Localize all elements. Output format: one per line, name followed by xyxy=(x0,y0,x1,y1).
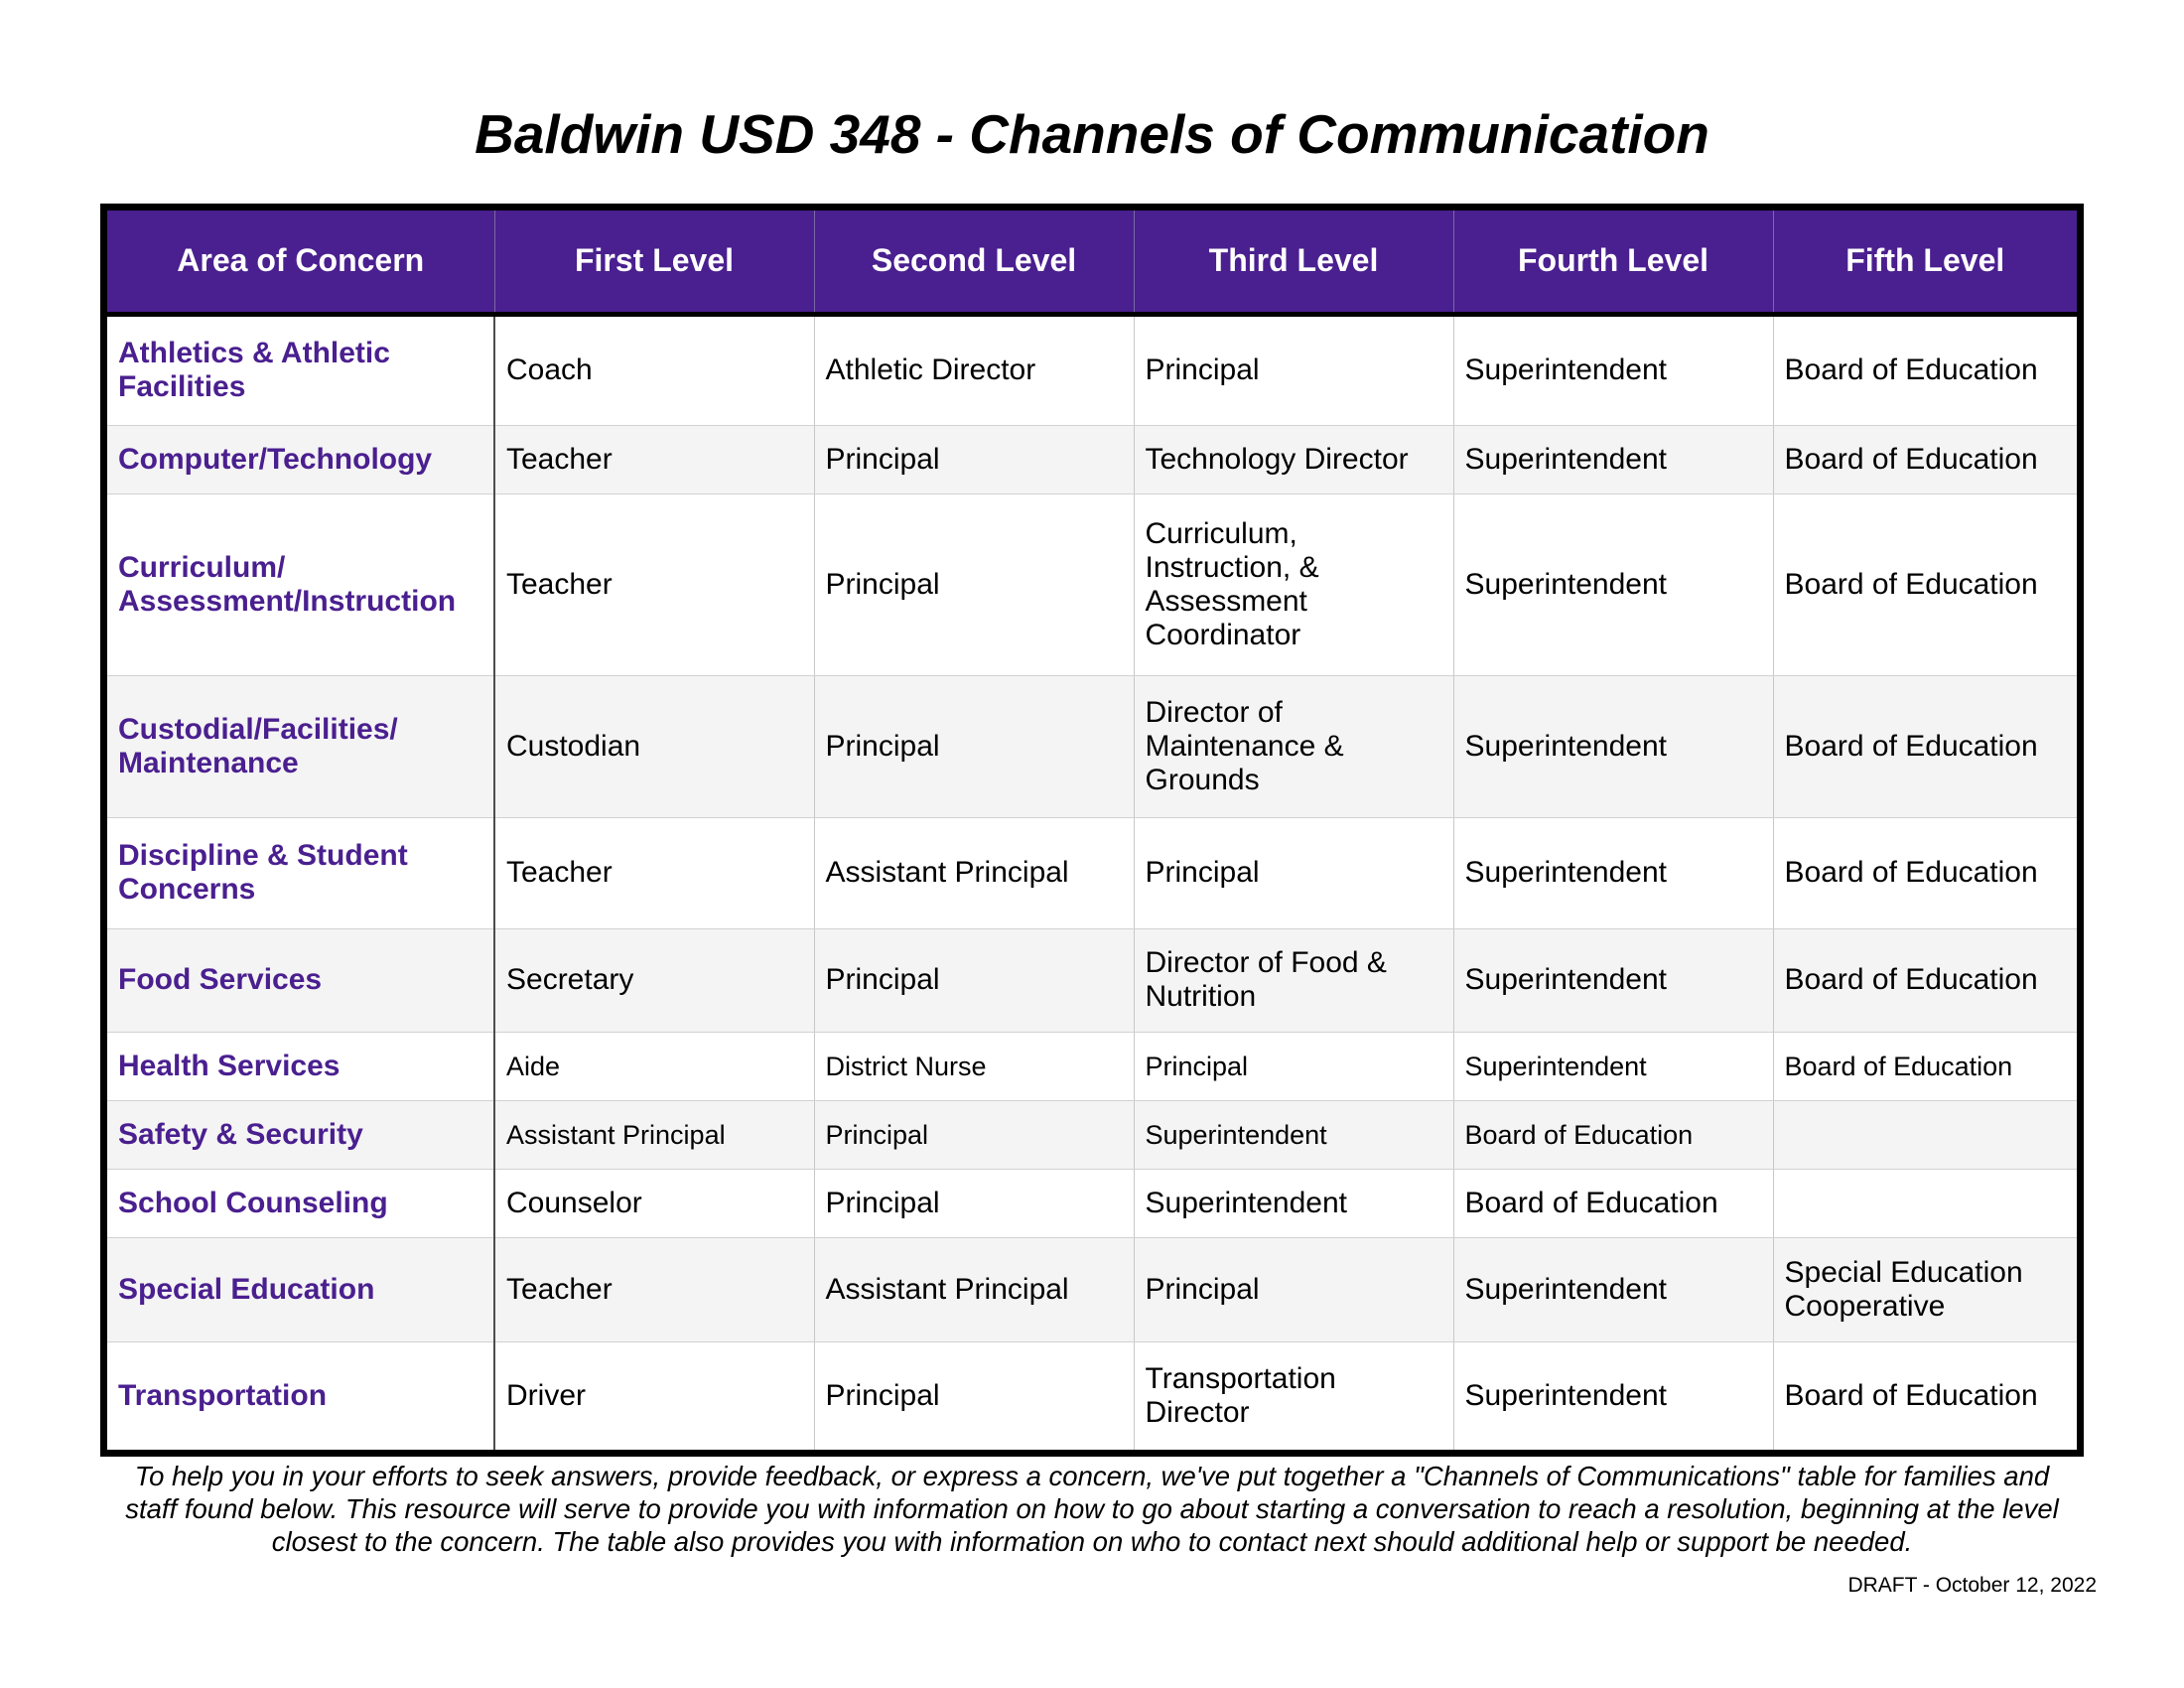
first-level-cell: Teacher xyxy=(494,818,814,928)
second-level-cell: Principal xyxy=(814,1342,1134,1450)
first-level-cell: Assistant Principal xyxy=(494,1100,814,1169)
first-level-cell: Coach xyxy=(494,314,814,425)
table-row xyxy=(107,676,2077,818)
third-level-cell: Principal xyxy=(1134,314,1453,425)
third-level-cell: Director of Food & Nutrition xyxy=(1134,928,1453,1032)
header-fifth-level: Fifth Level xyxy=(1773,211,2077,314)
third-level-cell: Superintendent xyxy=(1134,1169,1453,1237)
area-cell: Curriculum/ Assessment/Instruction xyxy=(107,493,494,675)
table-row xyxy=(107,1342,2077,1450)
first-level-cell: Secretary xyxy=(494,928,814,1032)
header-area-of-concern: Area of Concern xyxy=(107,211,494,314)
first-level-cell: Teacher xyxy=(494,493,814,675)
second-level-cell: Principal xyxy=(814,425,1134,493)
third-level-cell: Principal xyxy=(1134,1238,1453,1342)
second-level-cell: Principal xyxy=(814,928,1134,1032)
second-level-cell: Principal xyxy=(814,493,1134,675)
fourth-level-cell: Superintendent xyxy=(1453,1238,1773,1342)
first-level-cell: Teacher xyxy=(494,425,814,493)
fifth-level-cell: Board of Education xyxy=(1773,928,2077,1032)
fourth-level-cell: Superintendent xyxy=(1453,1342,1773,1450)
second-level-cell: Assistant Principal xyxy=(814,818,1134,928)
header-fourth-level: Fourth Level xyxy=(1453,211,1773,314)
channels-table xyxy=(107,211,2077,1450)
second-level-cell: Principal xyxy=(814,676,1134,818)
third-level-cell: Curriculum, Instruction, & Assessment Coordinator xyxy=(1134,493,1453,675)
fifth-level-cell: Special Education Cooperative xyxy=(1773,1238,2077,1342)
table-row xyxy=(107,1238,2077,1342)
first-level-cell: Aide xyxy=(494,1032,814,1100)
first-level-cell: Counselor xyxy=(494,1169,814,1237)
second-level-cell: Athletic Director xyxy=(814,314,1134,425)
area-cell: School Counseling xyxy=(107,1169,494,1237)
table-row xyxy=(107,1169,2077,1237)
page-title: Baldwin USD 348 - Channels of Communication xyxy=(475,103,1709,165)
fourth-level-cell: Superintendent xyxy=(1453,818,1773,928)
table-row xyxy=(107,425,2077,493)
fourth-level-cell: Superintendent xyxy=(1453,1032,1773,1100)
area-cell: Safety & Security xyxy=(107,1100,494,1169)
draft-date-label: DRAFT - October 12, 2022 xyxy=(1847,1574,2097,1597)
fourth-level-cell: Board of Education xyxy=(1453,1169,1773,1237)
third-level-cell: Transportation Director xyxy=(1134,1342,1453,1450)
header-third-level: Third Level xyxy=(1134,211,1453,314)
area-cell: Transportation xyxy=(107,1342,494,1450)
table-row xyxy=(107,928,2077,1032)
fifth-level-cell: Board of Education xyxy=(1773,676,2077,818)
third-level-cell: Principal xyxy=(1134,818,1453,928)
table-row xyxy=(107,1032,2077,1100)
table-row xyxy=(107,1100,2077,1169)
fourth-level-cell: Superintendent xyxy=(1453,676,1773,818)
third-level-cell: Technology Director xyxy=(1134,425,1453,493)
first-level-cell: Teacher xyxy=(494,1238,814,1342)
channels-table-frame xyxy=(100,204,2084,1457)
area-cell: Discipline & Student Concerns xyxy=(107,818,494,928)
fifth-level-cell: Board of Education xyxy=(1773,1032,2077,1100)
fifth-level-cell xyxy=(1773,1169,2077,1237)
area-cell: Health Services xyxy=(107,1032,494,1100)
header-second-level: Second Level xyxy=(814,211,1134,314)
first-level-cell: Driver xyxy=(494,1342,814,1450)
table-row xyxy=(107,314,2077,425)
table-header-row xyxy=(107,211,2077,314)
fifth-level-cell: Board of Education xyxy=(1773,818,2077,928)
fifth-level-cell: Board of Education xyxy=(1784,1379,2038,1413)
area-cell: Special Education xyxy=(107,1238,494,1342)
area-cell: Custodial/Facilities/ Maintenance xyxy=(107,676,494,818)
fifth-level-cell: Board of Education xyxy=(1773,314,2077,425)
first-level-cell: Custodian xyxy=(494,676,814,818)
fourth-level-cell: Board of Education xyxy=(1453,1100,1773,1169)
third-level-cell: Superintendent xyxy=(1134,1100,1453,1169)
fifth-level-cell xyxy=(1773,1100,2077,1169)
second-level-cell: Principal xyxy=(814,1169,1134,1237)
table-row xyxy=(107,493,2077,675)
fourth-level-cell: Superintendent xyxy=(1453,425,1773,493)
third-level-cell: Principal xyxy=(1134,1032,1453,1100)
fifth-level-cell: Board of Education xyxy=(1773,425,2077,493)
fourth-level-cell: Superintendent xyxy=(1453,493,1773,675)
third-level-cell: Director of Maintenance & Grounds xyxy=(1134,676,1453,818)
fourth-level-cell: Superintendent xyxy=(1453,928,1773,1032)
explanatory-note: To help you in your efforts to seek answers, provide feedback, or express a concern, we've put together a "Channels of Communications" table for families and staff found below. This resource will serve to provide you with information on how to go about starting a conversation to reach a resolution, beginning at the level closest to the concern. The table also provides you with information on who to contact next should additional help or support be needed. xyxy=(125,1461,2059,1557)
second-level-cell: Principal xyxy=(814,1100,1134,1169)
area-cell: Athletics & Athletic Facilities xyxy=(107,314,494,425)
header-first-level: First Level xyxy=(494,211,814,314)
second-level-cell: Assistant Principal xyxy=(814,1238,1134,1342)
fifth-level-cell: Board of Education xyxy=(1773,493,2077,675)
table-row xyxy=(107,818,2077,928)
area-cell: Computer/Technology xyxy=(107,425,494,493)
second-level-cell: District Nurse xyxy=(814,1032,1134,1100)
fourth-level-cell: Superintendent xyxy=(1453,314,1773,425)
area-cell: Food Services xyxy=(107,928,494,1032)
